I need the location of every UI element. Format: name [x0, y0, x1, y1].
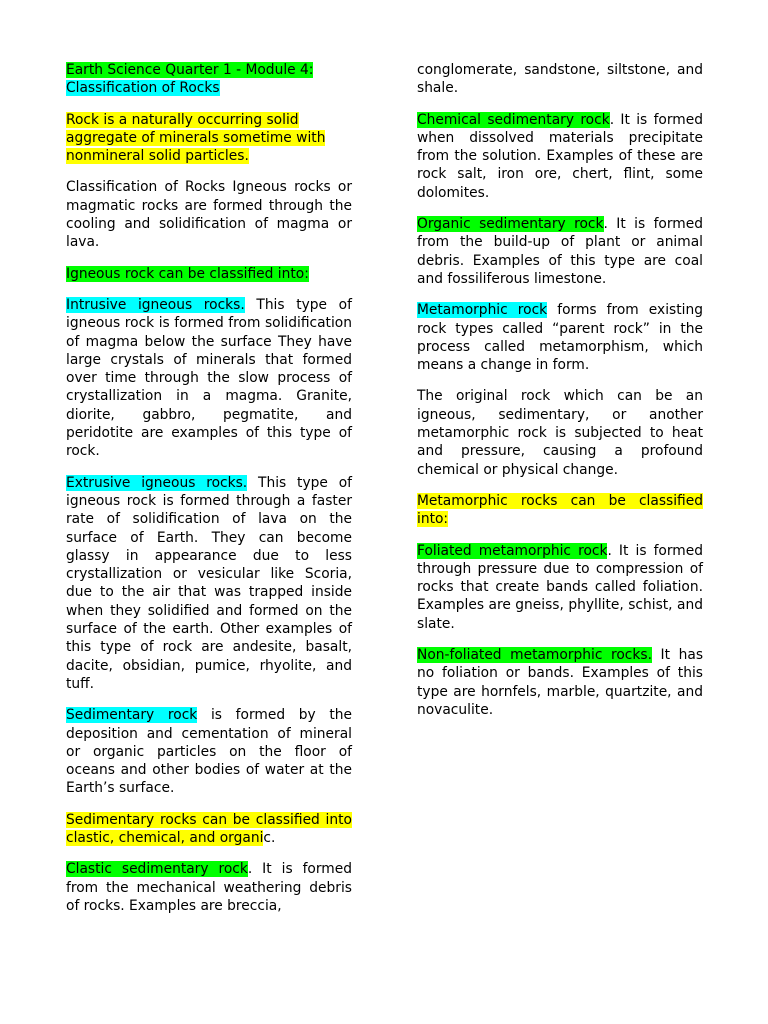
metamorphic-paragraph [417, 301, 703, 374]
clastic-term: Clastic sedimentary rock [66, 861, 248, 878]
extrusive-term: Extrusive igneous rocks. [66, 474, 248, 491]
rock-definition: Rock is a naturally occurring solid aggregate of minerals sometime with nonmineral solid particles. [66, 111, 326, 165]
intrusive-term: Intrusive igneous rocks. [66, 296, 245, 313]
extrusive-paragraph [66, 474, 352, 694]
non-foliated-text: It has no foliation or bands. Examples of this type are hornfels, marble, quartzite, and novaculite. [417, 647, 704, 718]
organic-paragraph [417, 215, 703, 288]
foliated-term: Foliated metamorphic rock [417, 542, 608, 559]
classification-intro: Classification of Rocks Igneous rocks or magmatic rocks are formed through the cooling and solidification of magma or lava. [66, 179, 352, 251]
original-rock-paragraph: The original rock which can be an igneous, sedimentary, or another metamorphic rock is subjected to heat and pressure, causing a profound chemical or physical change. [417, 388, 703, 478]
intrusive-text: This type of igneous rock is formed from solidification of magma below the surface They have large crystals of minerals that formed over time through the slow process of crystallization in a magma. Granite, diorite, gabbro, pegmatite, and peridotite are examples of this type of rock. [66, 296, 352, 460]
igneous-heading-paragraph [66, 265, 352, 283]
sedimentary-heading-paragraph [66, 811, 352, 848]
clastic-text: . It is formed from the mechanical weathering debris of rocks. Examples are breccia, [66, 861, 352, 914]
non-foliated-paragraph [417, 646, 703, 719]
left-column [66, 61, 352, 928]
metamorphic-heading: Metamorphic rocks can be classified into: [417, 492, 703, 528]
sedimentary-paragraph [66, 706, 352, 797]
right-column [417, 61, 703, 732]
non-foliated-term: Non-foliated metamorphic rocks. [417, 647, 652, 664]
sedimentary-heading: Sedimentary rocks can be classified into clastic, chemical, and organi [66, 811, 352, 846]
rock-definition-paragraph [66, 111, 352, 166]
chemical-paragraph [417, 111, 703, 202]
clastic-paragraph [66, 860, 352, 915]
foliated-text: . It is formed through pressure due to compression of rocks that create bands called foliation. Examples are gneiss, phyllite, schist, and slate. [417, 542, 703, 632]
organic-term: Organic sedimentary rock [417, 216, 604, 233]
metamorphic-heading-paragraph [417, 492, 703, 529]
foliated-paragraph [417, 542, 703, 633]
chemical-text: . It is formed when dissolved materials precipitate from the solution. Examples of these are rock salt, iron ore, chert, flint, some dolomites. [417, 111, 703, 201]
sedimentary-term: Sedimentary rock [66, 707, 198, 724]
clastic-continued: conglomerate, sandstone, siltstone, and shale. [417, 62, 703, 97]
metamorphic-term: Metamorphic rock [417, 302, 548, 319]
intrusive-paragraph [66, 296, 352, 461]
sedimentary-text: is formed by the deposition and cementation of mineral or organic particles on the floor of oceans and other bodies of water at the Earth’s surface. [66, 707, 352, 797]
title-line-1: Earth Science Quarter 1 - Module 4: [66, 62, 314, 78]
igneous-heading: Igneous rock can be classified into: [66, 265, 309, 282]
chemical-term: Chemical sedimentary rock [417, 111, 610, 128]
sedimentary-heading-rest: c. [263, 829, 276, 846]
document-title [66, 61, 352, 98]
organic-text: . It is formed from the build-up of plant or animal debris. Examples of this type are coal and fossiliferous limestone. [417, 216, 703, 287]
metamorphic-text: forms from existing rock types called “parent rock” in the process called metamorphism, which means a change in form. [417, 302, 703, 374]
title-line-2: Classification of Rocks [66, 80, 220, 97]
extrusive-text: This type of igneous rock is formed through a faster rate of solidification of lava on the surface of Earth. They can become glassy in appearance due to less crystallization or vesicular like Scoria, due to the air that was trapped inside when they solidified and formed on the surface of the earth. Other examples of this type of rock are andesite, basalt, dacite, obsidian, pumice, rhyolite, and tuff. [66, 474, 352, 692]
